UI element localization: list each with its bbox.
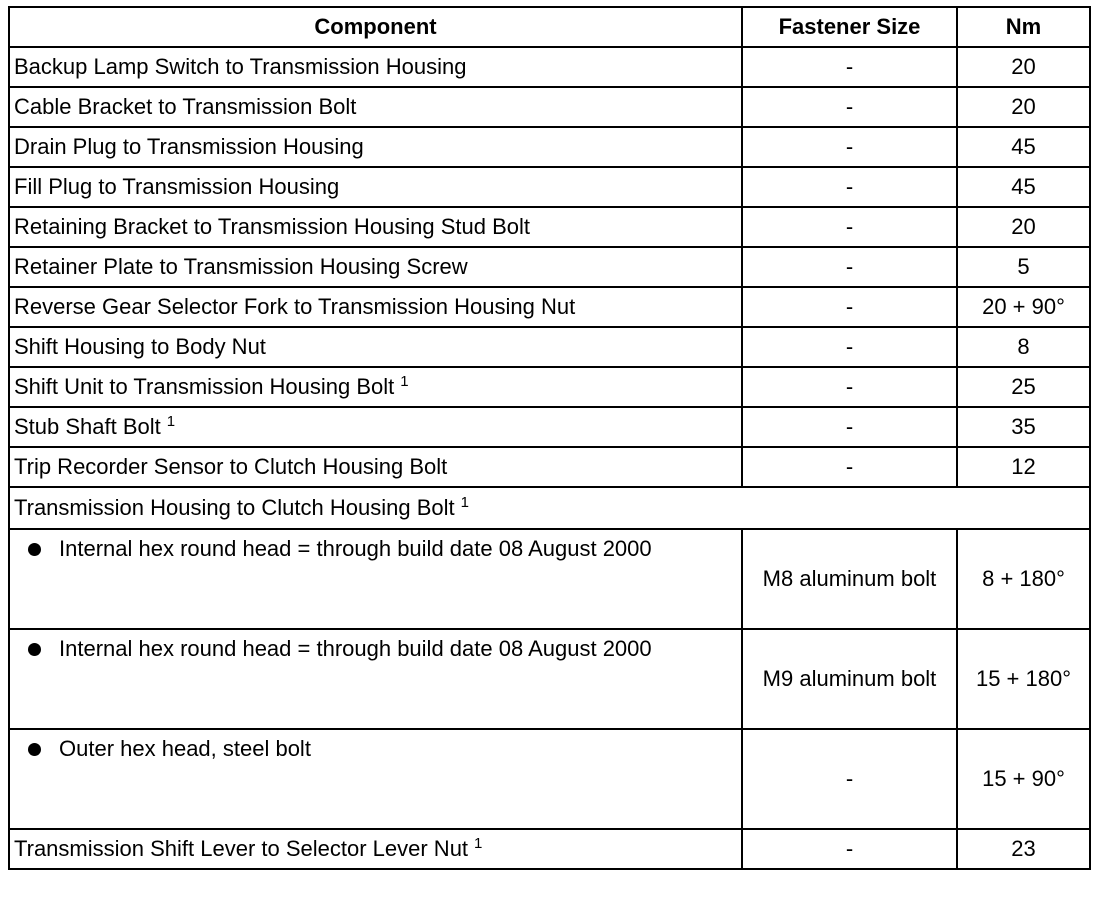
table-row	[9, 729, 1090, 829]
component-cell	[9, 729, 742, 829]
fastener-size-cell: -	[742, 407, 957, 447]
table-row	[9, 327, 1090, 367]
component-text: Internal hex round head = through build date 08 August 2000	[59, 636, 652, 661]
header-row	[9, 7, 1090, 47]
component-cell	[9, 207, 742, 247]
torque-cell: 23	[957, 829, 1090, 869]
fastener-size-cell: -	[742, 247, 957, 287]
torque-cell: 45	[957, 167, 1090, 207]
torque-cell: 12	[957, 447, 1090, 487]
footnote-marker: 1	[400, 372, 409, 390]
bullet-icon	[28, 643, 41, 656]
component-cell	[9, 87, 742, 127]
fastener-size-cell: -	[742, 287, 957, 327]
fastener-size-cell: M8 aluminum bolt	[742, 529, 957, 629]
table-row	[9, 529, 1090, 629]
bullet-icon	[28, 543, 41, 556]
footnote-marker: 1	[166, 412, 176, 430]
table-row	[9, 247, 1090, 287]
torque-cell: 35	[957, 407, 1090, 447]
torque-cell: 8	[957, 327, 1090, 367]
table-row	[9, 367, 1090, 407]
fastener-size-cell: M9 aluminum bolt	[742, 629, 957, 729]
component-text: Shift Housing to Body Nut	[14, 334, 266, 359]
footnote-marker: 1	[460, 493, 469, 511]
table-row	[9, 47, 1090, 87]
torque-cell: 20	[957, 207, 1090, 247]
component-text: Reverse Gear Selector Fork to Transmission Housing Nut	[14, 294, 576, 319]
torque-cell: 45	[957, 127, 1090, 167]
table-row	[9, 829, 1090, 869]
table-row	[9, 87, 1090, 127]
fastener-size-cell: -	[742, 167, 957, 207]
table-row	[9, 127, 1090, 167]
footnote-marker: 1	[474, 834, 483, 852]
bullet-item	[14, 736, 737, 762]
component-text: Transmission Shift Lever to Selector Lever Nut	[14, 836, 469, 861]
fastener-size-cell: -	[742, 367, 957, 407]
component-cell	[9, 529, 742, 629]
fastener-size-cell: -	[742, 207, 957, 247]
section-heading-cell	[9, 487, 1090, 529]
fastener-size-cell: -	[742, 127, 957, 167]
bullet-item	[14, 636, 737, 662]
table-row	[9, 629, 1090, 729]
component-text: Trip Recorder Sensor to Clutch Housing Bolt	[14, 454, 448, 479]
component-text: Outer hex head, steel bolt	[59, 736, 311, 761]
section-heading-text: Transmission Housing to Clutch Housing Bolt	[14, 495, 455, 520]
torque-spec-table	[8, 6, 1091, 870]
component-text: Retainer Plate to Transmission Housing Screw	[14, 254, 468, 279]
component-text: Stub Shaft Bolt	[14, 414, 161, 439]
bullet-item	[14, 536, 737, 562]
torque-cell: 15 + 180°	[957, 629, 1090, 729]
table-row	[9, 407, 1090, 447]
fastener-size-cell: -	[742, 47, 957, 87]
component-cell	[9, 167, 742, 207]
component-cell	[9, 829, 742, 869]
header-component: Component	[9, 7, 742, 47]
bullet-icon	[28, 743, 41, 756]
component-text: Fill Plug to Transmission Housing	[14, 174, 340, 199]
component-text: Backup Lamp Switch to Transmission Housing	[14, 54, 467, 79]
torque-cell: 5	[957, 247, 1090, 287]
component-cell	[9, 247, 742, 287]
torque-cell: 20	[957, 47, 1090, 87]
component-text: Drain Plug to Transmission Housing	[14, 134, 364, 159]
section-row	[9, 487, 1090, 529]
torque-cell: 8 + 180°	[957, 529, 1090, 629]
fastener-size-cell: -	[742, 729, 957, 829]
fastener-size-cell: -	[742, 87, 957, 127]
component-text: Retaining Bracket to Transmission Housing Stud Bolt	[14, 214, 531, 239]
torque-cell: 15 + 90°	[957, 729, 1090, 829]
torque-cell: 25	[957, 367, 1090, 407]
component-text: Shift Unit to Transmission Housing Bolt	[14, 374, 395, 399]
fastener-size-cell: -	[742, 829, 957, 869]
component-text: Cable Bracket to Transmission Bolt	[14, 94, 357, 119]
table-row	[9, 447, 1090, 487]
table-row	[9, 167, 1090, 207]
fastener-size-cell: -	[742, 447, 957, 487]
component-cell	[9, 447, 742, 487]
torque-cell: 20	[957, 87, 1090, 127]
component-cell	[9, 327, 742, 367]
component-cell	[9, 287, 742, 327]
component-cell	[9, 367, 742, 407]
header-fastener-size: Fastener Size	[742, 7, 957, 47]
fastener-size-cell: -	[742, 327, 957, 367]
table-row	[9, 287, 1090, 327]
component-cell	[9, 407, 742, 447]
table-row	[9, 207, 1090, 247]
component-text: Internal hex round head = through build date 08 August 2000	[59, 536, 652, 561]
component-cell	[9, 47, 742, 87]
component-cell	[9, 629, 742, 729]
torque-cell: 20 + 90°	[957, 287, 1090, 327]
header-nm: Nm	[957, 7, 1090, 47]
component-cell	[9, 127, 742, 167]
